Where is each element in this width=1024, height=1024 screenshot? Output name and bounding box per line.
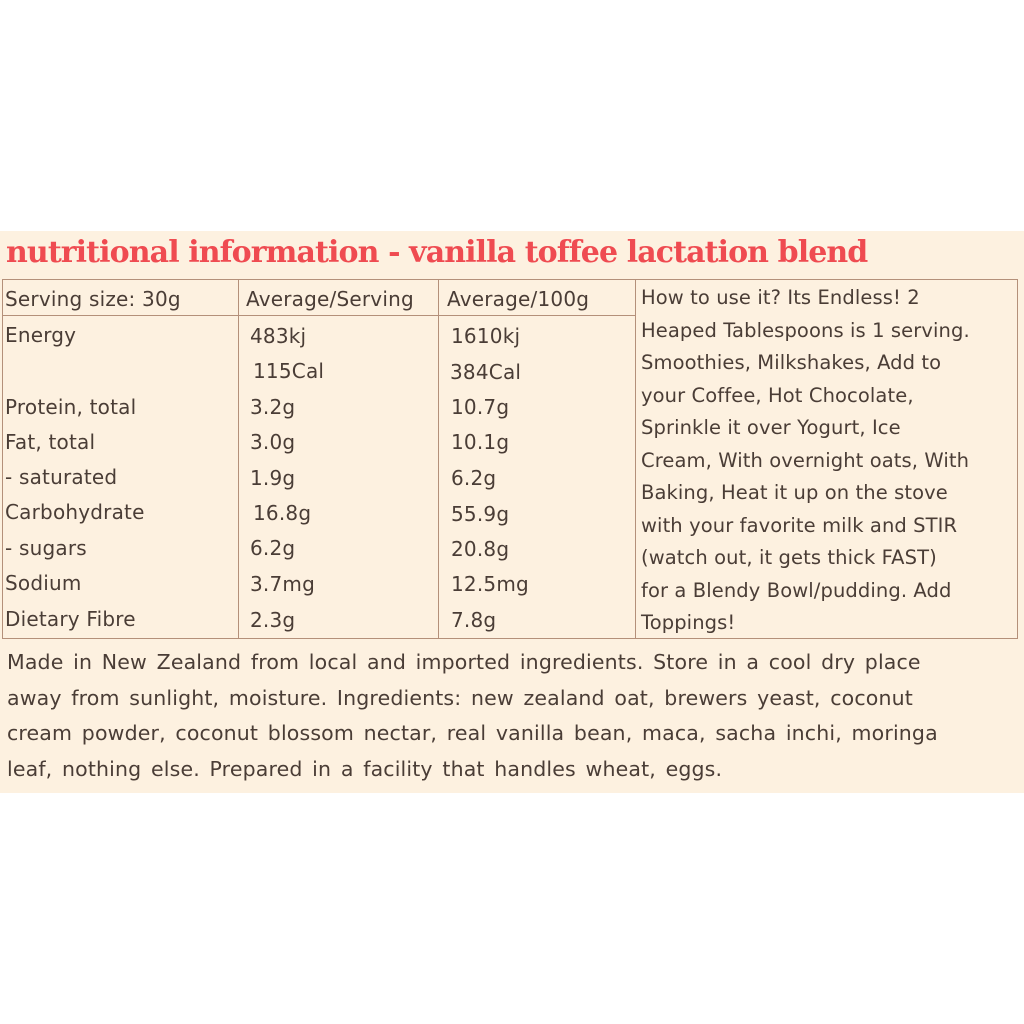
per-100g-value: 7.8g [451,608,497,632]
nutrient-label: - saturated [5,465,118,489]
header-average-serving: Average/Serving [246,287,414,311]
per-serving-value: 3.2g [250,395,296,419]
nutrient-label: Carbohydrate [5,500,145,524]
header-divider [3,315,635,316]
column-divider [238,280,239,638]
per-100g-value: 384Cal [450,360,522,384]
ingredients-statement: Made in New Zealand from local and imported ingredients. Store in a cool dry place away from sunlight, moisture. Ingredients: new zealand oat, brewers yeast, coconut cream powder, coconut blossom nectar, real vanilla bean, maca, sacha inchi, moringa leaf, nothing else. Prepared in a facility that handles wheat, eggs. [7,650,938,781]
per-100g-value: 12.5mg [451,572,529,596]
per-100g-value: 1610kj [451,324,521,348]
per-100g-value: 10.7g [451,395,510,419]
per-100g-value: 10.1g [451,430,510,454]
per-100g-value: 55.9g [451,502,510,526]
per-serving-value: 3.7mg [250,572,315,596]
nutrient-label: Protein, total [5,395,137,419]
nutrient-label: - sugars [5,536,87,560]
per-serving-value: 3.0g [250,430,296,454]
per-100g-value: 6.2g [451,466,497,490]
per-serving-value: 115Cal [253,359,325,383]
per-100g-value: 20.8g [451,537,510,561]
usage-instructions: How to use it? Its Endless! 2 Heaped Tablespoons is 1 serving. Smoothies, Milkshakes, Add to your Coffee, Hot Chocolate, Sprinkle it over Yogurt, Ice Cream, With overnight oats, With Baking, Heat it up on the stove with your favorite milk and STIR (watch out, it gets thick FAST) for a Blendy Bowl/pudding. Add Toppings! [641,286,970,634]
nutrient-label: Dietary Fibre [5,607,136,631]
per-serving-value: 1.9g [250,466,296,490]
nutrient-label: Fat, total [5,430,96,454]
nutrition-label-card [0,231,1024,793]
column-divider [438,280,439,638]
per-serving-value: 16.8g [253,501,312,525]
per-serving-value: 2.3g [250,608,296,632]
label-title: nutritional information - vanilla toffee lactation blend [6,235,868,270]
header-average-100g: Average/100g [447,287,590,311]
column-divider [635,280,636,638]
per-serving-value: 6.2g [250,536,296,560]
per-serving-value: 483kj [250,324,307,348]
nutrient-label: Energy [5,323,77,347]
nutrient-label: Sodium [5,571,82,595]
header-serving-size: Serving size: 30g [5,287,181,311]
